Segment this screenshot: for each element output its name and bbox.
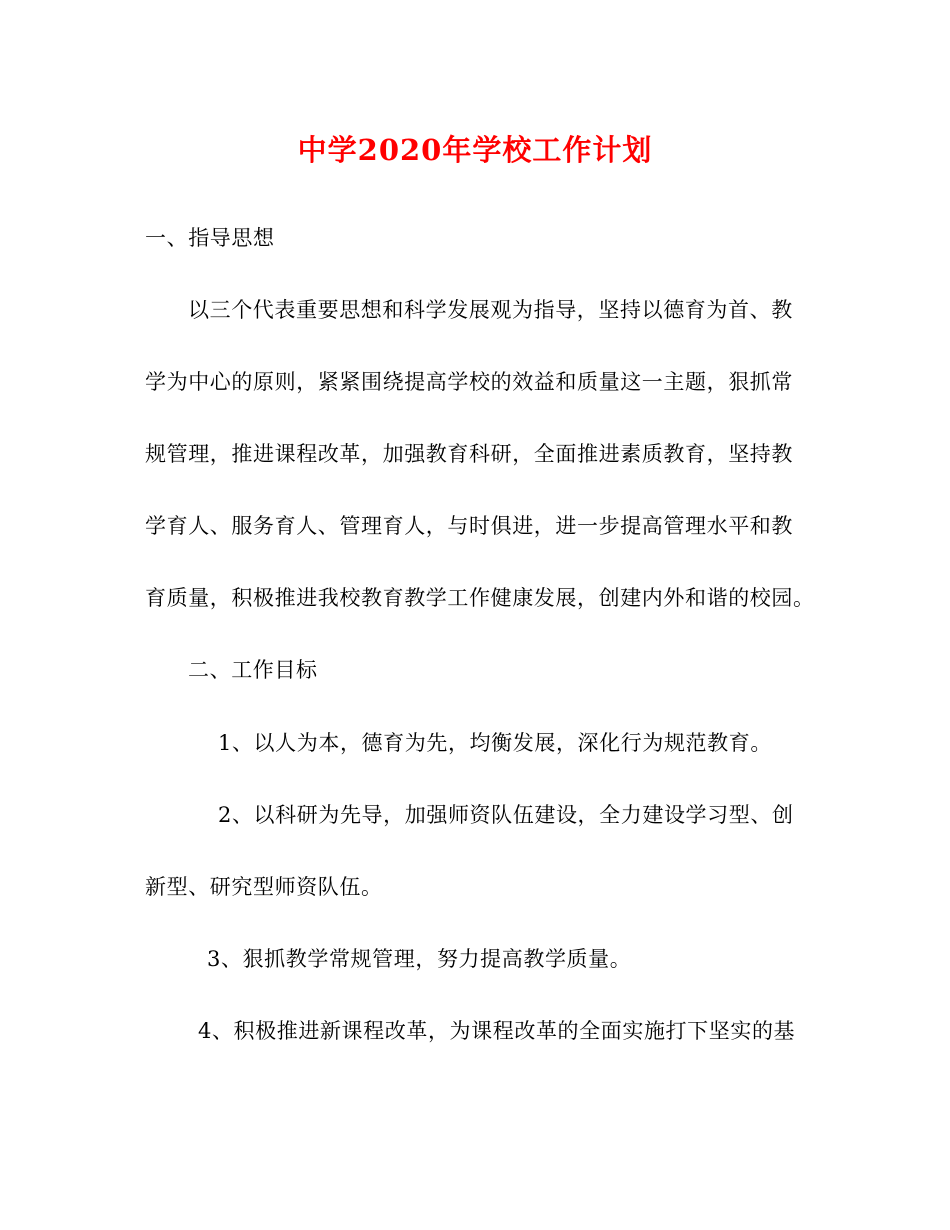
list-item-continuation: 新型、研究型师资队伍。 — [145, 875, 383, 899]
paragraph-line: 规管理，推进课程改革，加强教育科研，全面推进素质教育，坚持教 — [145, 442, 793, 466]
list-item: 1、以人为本，德育为先，均衡发展，深化行为规范教育。 — [218, 731, 772, 755]
list-item: 2、以科研为先导，加强师资队伍建设，全力建设学习型、创 — [218, 803, 794, 827]
paragraph-line: 学为中心的原则，紧紧围绕提高学校的效益和质量这一主题，狠抓常 — [145, 370, 793, 394]
section-heading-guiding-ideology: 一、指导思想 — [145, 226, 275, 250]
paragraph-line: 育质量，积极推进我校教育教学工作健康发展，创建内外和谐的校园。 — [145, 586, 815, 610]
section-heading-work-goals: 二、工作目标 — [188, 658, 318, 682]
list-item: 3、狠抓教学常规管理，努力提高教学质量。 — [207, 947, 632, 971]
document-title: 中学2020年学校工作计划 — [297, 133, 653, 167]
paragraph-line: 以三个代表重要思想和科学发展观为指导，坚持以德育为首、教 — [188, 298, 793, 322]
list-item: 4、积极推进新课程改革，为课程改革的全面实施打下坚实的基 — [198, 1019, 796, 1043]
paragraph-line: 学育人、服务育人、管理育人，与时俱进，进一步提高管理水平和教 — [145, 514, 793, 538]
